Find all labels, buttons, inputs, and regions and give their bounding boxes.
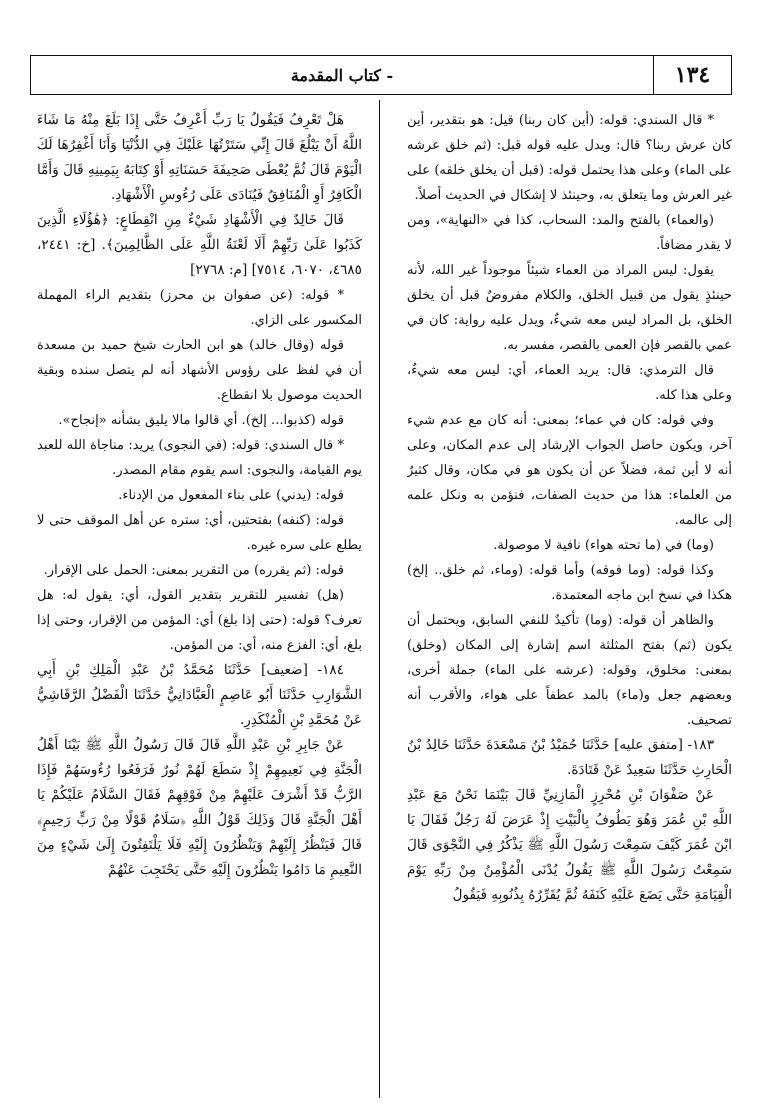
hadith-isnad: ١٨٣- [متفق عليه] حَدَّثَنَا حُمَيْدُ بْنُ مَسْعَدَةَ حَدَّثَنَا خَالِدُ بْنُ الْحَارِثِ حَدَّثَنَا سَعِيدٌ عَنْ قَتَادَةَ. [407, 737, 732, 778]
column-divider [379, 100, 380, 1098]
commentary-paragraph: قوله: (يدني) على بناء المفعول من الإدناء. [118, 488, 344, 503]
commentary-paragraph: قوله: (ثم يقرره) من التقرير بمعنى: الحمل على الإقرار. [43, 563, 344, 578]
page-header [30, 55, 732, 95]
commentary-paragraph: وكذا قوله: (وما فوقه) وأما قوله: (وماء، ثم خلق.. إلخ) هكذا في نسخ ابن ماجه المعتمدة. [407, 563, 732, 603]
commentary-paragraph: يقول: ليس المراد من العماء شيئاً موجوداً غير الله، لأنه حينئذٍ يقول من قبيل الخلق، والكلام مفروضٌ قبل أن يخلق الخلق، بل المراد ليس معه شيءٌ، ويدل عليه رواية: كان في عمي بالقصر فإن العمى بالقصر، مفسر به. [407, 263, 732, 353]
left-column [37, 108, 362, 1098]
hadith-text: عَنْ جَابِرِ بْنِ عَبْدِ اللَّهِ قَالَ قَالَ رَسُولُ اللَّهِ ﷺ بَيْنَا أَهْلُ الْجَنَّةِ فِي نَعِيمِهِمْ إِذْ سَطَعَ لَهُمْ نُورٌ فَرَفَعُوا رُءُوسَهُمْ فَإِذَا الرَّبُّ قَدْ أَشْرَفَ عَلَيْهِمْ مِنْ فَوْقِهِمْ فَقَالَ السَّلَامُ عَلَيْكُمْ يَا أَهْلَ الْجَنَّةِ قَالَ وَذَلِكَ قَوْلُ اللَّهِ ﴿سَلَامٌ قَوْلًا مِنْ رَبٍّ رَحِيمٍ﴾ قَالَ فَيَنْظُرُ إِلَيْهِمْ وَيَنْظُرُونَ إِلَيْهِ فَلَا يَلْتَفِتُونَ إِلَىٰ شَيْءٍ مِنَ النَّعِيمِ مَا دَامُوا يَنْظُرُونَ إِلَيْهِ حَتَّى يَحْتَجِبَ عَنْهُمْ [37, 737, 362, 878]
commentary-paragraph: قوله: (كنفه) بفتحتين، أي: ستره عن أهل الموقف حتى لا يطلع على سره غيره. [37, 513, 362, 553]
commentary-paragraph: قال الترمذي: قال: يريد العماء، أي: ليس معه شيءٌ، وعلى هذا كله. [407, 363, 732, 403]
right-column [407, 108, 732, 1098]
page-number: ١٣٤ [653, 56, 731, 94]
commentary-paragraph: والظاهر أن قوله: (وما) تأكيدٌ للنفي السابق، ويحتمل أن يكون (ثم) بفتح المثلثة اسم إشارة إلى المكان (وخلق) بمعنى: مخلوق، وقوله: (عرشه على الماء) جملة أخرى، وبعضهم جعل و(ماء) بالمد عطفاً على هواء، والأقرب أنه تصحيف. [407, 613, 732, 728]
hadith-text: هَلْ تَعْرِفُ فَيَقُولُ يَا رَبِّ أَعْرِفُ حَتَّى إِذَا بَلَغَ مِنْهُ مَا شَاءَ اللَّهُ أَنْ يَبْلُغَ قَالَ إِنِّي سَتَرْتُهَا عَلَيْكَ فِي الدُّنْيَا وَأَنَا أَغْفِرُهَا لَكَ الْيَوْمَ قَالَ ثُمَّ يُعْطَى صَحِيفَةَ حَسَنَاتِهِ أَوْ كِتَابَهُ بِيَمِينِهِ قَالَ وَأَمَّا الْكَافِرُ أَوِ الْمُنَافِقُ فَيُنَادَى عَلَى رُءُوسِ الْأَشْهَادِ. [37, 112, 362, 203]
commentary-paragraph: وفي قوله: كان في عماء؛ بمعنى: أنه كان مع عدم شيء آخر، ويكون حاصل الجواب الإرشاد إلى عدم المكان، وعلى أنه لا أين ثمة، فضلاً عن أن يكون هو في مكان، وقال كثيرٌ من العلماء: هذا من حديث الصفات، فنؤمن به ونكل علمه إلى عالمه. [407, 413, 732, 528]
commentary-paragraph: * قال السندي: قوله: (في النجوى) يريد: مناجاة الله للعبد يوم القيامة، والنجوى: اسم يقوم مقام المصدر. [37, 438, 362, 478]
hadith-text: عَنْ صَفْوَانَ بْنِ مُحْرِزٍ الْمَازِنِيِّ قَالَ بَيْنَمَا نَحْنُ مَعَ عَبْدِ اللَّهِ بْنِ عُمَرَ وَهُوَ يَطُوفُ بِالْبَيْتِ إِذْ عَرَضَ لَهُ رَجُلٌ فَقَالَ يَا ابْنَ عُمَرَ كَيْفَ سَمِعْتَ رَسُولَ اللَّهِ ﷺ يَذْكُرُ فِي النَّجْوَى قَالَ سَمِعْتُ رَسُولَ اللَّهِ ﷺ يَقُولُ يُدْنَى الْمُؤْمِنُ مِنْ رَبِّهِ يَوْمَ الْقِيَامَةِ حَتَّى يَضَعَ عَلَيْهِ كَنَفَهُ ثُمَّ يُقَرِّرُهُ بِذُنُوبِهِ فَيَقُولُ [407, 787, 732, 903]
commentary-paragraph: * قوله: (عن صفوان بن محرز) بتقديم الراء المهملة المكسور على الزاي. [37, 288, 362, 328]
running-title: - كتاب المقدمة [290, 65, 394, 85]
commentary-paragraph: قوله (كذبوا... إلخ). أي قالوا مالا يليق بشأنه «إنجاح». [58, 413, 344, 428]
hadith-text: قَالَ خَالِدٌ فِي الْأَشْهَادِ شَيْءٌ مِنِ انْقِطَاعٍ: ﴿هَٰؤُلَاءِ الَّذِينَ كَذَبُوا عَلَىٰ رَبِّهِمْ أَلَا لَعْنَةُ اللَّهِ عَلَى الظَّالِمِينَ﴾. [خ: ٢٤٤١، ٤٦٨٥، ٦٠٧٠، ٧٥١٤] [م: ٢٧٦٨] [37, 212, 362, 278]
commentary-paragraph: (وما) في (ما تحته هواء) نافية لا موصولة. [493, 538, 714, 553]
commentary-paragraph: * قال السندي: قوله: (أين كان ربنا) قيل: هو بتقدير، أين كان عرش ربنا؟ قال: ويدل عليه قوله قبل: (ثم خلق عرشه على الماء) وعلى هذا يحتمل قوله: (قبل أن يخلق خلقه) على غير العرش وما يتعلق به، وحينئذ لا إشكال في الحديث أصلاً. [407, 113, 732, 203]
commentary-paragraph: (والعماء) بالفتح والمد: السحاب، كذا في «النهاية»، ومن لا يقدر مضافاً. [407, 213, 732, 253]
hadith-isnad: ١٨٤- [ضعيف] حَدَّثَنَا مُحَمَّدُ بْنُ عَبْدِ الْمَلِكِ بْنِ أَبِي الشَّوَارِبِ حَدَّثَنَا أَبُو عَاصِمٍ الْعَبَّادَانِيُّ حَدَّثَنَا الْفَضْلُ الرَّقَاشِيُّ عَنْ مُحَمَّدِ بْنِ الْمُنْكَدِرِ. [37, 662, 362, 728]
commentary-paragraph: قوله (وقال خالد) هو ابن الحارث شيخ حميد بن مسعدة أن في لفظ على رؤوس الأشهاد أنه لم يتصل سنده وبقية الحديث موصول بلا انقطاع. [37, 338, 362, 403]
commentary-paragraph: (هل) تفسير للتقرير بتقدير القول، أي: يقول له: هل تعرف؟ قوله: (حتى إذا بلغ) أي: المؤمن من الإقرار، وحتى إذا بلغ، أي: الفزع منه، أي: من المؤمن. [37, 588, 362, 653]
